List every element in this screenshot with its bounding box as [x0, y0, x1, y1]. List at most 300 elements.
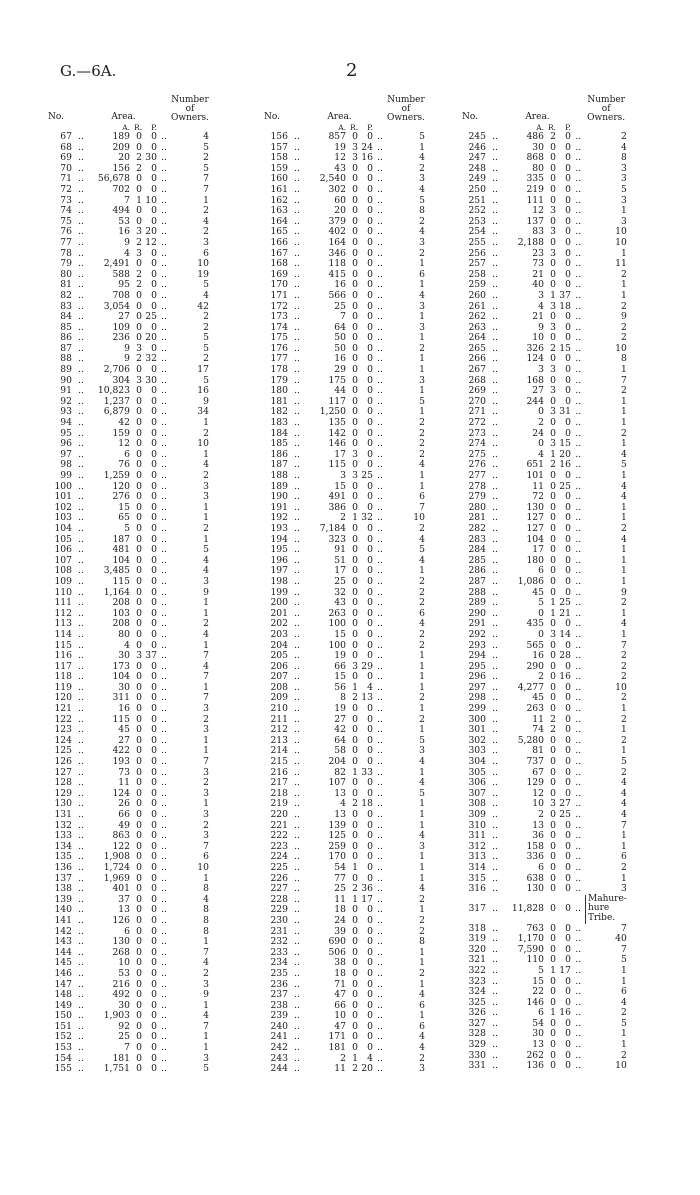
- area-roods: 3: [352, 470, 358, 481]
- area-acres: 259: [328, 840, 346, 852]
- owner-count: 3: [419, 374, 425, 386]
- owner-count: 10: [615, 236, 627, 248]
- area-perches: 0: [151, 787, 157, 799]
- area-acres: 43: [334, 597, 346, 609]
- area-perches: 0: [565, 830, 571, 842]
- leader-dots: ..: [492, 131, 498, 142]
- owner-count: 5: [620, 756, 627, 768]
- area-acres: 13: [532, 819, 544, 831]
- area-roods: 0: [550, 954, 556, 966]
- leader-dots: ..: [377, 861, 383, 873]
- leader-dots: ..: [575, 943, 582, 955]
- area-roods: 1: [352, 861, 358, 873]
- leader-dots: ..: [377, 491, 383, 503]
- leader-dots: ..: [575, 512, 582, 524]
- area-acres: 130: [526, 501, 544, 513]
- area-perches: 0: [151, 703, 157, 715]
- leader-dots: ..: [78, 459, 84, 471]
- leader-dots: ..: [575, 152, 582, 164]
- area-roods: 0: [550, 933, 556, 945]
- owner-count: 3: [620, 173, 627, 185]
- leader-dots: ..: [492, 756, 498, 768]
- block-number: 226: [270, 872, 288, 884]
- area-perches: 0: [151, 734, 157, 746]
- leader-dots: ..: [575, 1039, 582, 1051]
- area-perches: 17: [559, 964, 571, 976]
- leader-dots: ..: [161, 289, 167, 301]
- leader-dots: ..: [575, 819, 582, 831]
- block-number: 153: [54, 1042, 72, 1054]
- area-acres: 20: [118, 152, 130, 164]
- area-acres: 11: [532, 713, 544, 725]
- area-roods: 0: [352, 671, 358, 683]
- area-acres: 19: [334, 650, 346, 662]
- block-number: 83: [60, 300, 72, 312]
- area-roods: 0: [136, 999, 142, 1011]
- leader-dots: ..: [377, 522, 383, 534]
- area-perches: 0: [565, 975, 571, 987]
- table-row: [462, 143, 627, 154]
- block-number: 269: [468, 385, 486, 397]
- block-number: 151: [54, 1020, 72, 1032]
- area-perches: 16: [361, 152, 373, 164]
- leader-dots: ..: [575, 660, 582, 672]
- area-perches: 0: [565, 872, 571, 884]
- owner-count: 5: [620, 954, 627, 966]
- area-roods: 0: [136, 766, 142, 778]
- area-perches: 0: [151, 861, 157, 873]
- area-roods: 3: [136, 650, 142, 662]
- table-row: [462, 725, 627, 736]
- area-perches: 0: [565, 734, 571, 746]
- owner-count: 1: [620, 470, 627, 481]
- block-number: 194: [270, 533, 288, 545]
- block-number: 280: [468, 501, 486, 513]
- block-number: 198: [270, 575, 288, 587]
- area-acres: 262: [526, 1049, 544, 1061]
- leader-dots: ..: [575, 787, 582, 799]
- table-row: [462, 598, 627, 609]
- leader-dots: ..: [294, 703, 300, 715]
- leader-dots: ..: [492, 575, 498, 587]
- owner-count: 9: [620, 586, 627, 598]
- leader-dots: ..: [294, 205, 300, 217]
- owner-count: 4: [203, 215, 209, 227]
- owner-count: 7: [203, 173, 209, 185]
- leader-dots: ..: [161, 236, 167, 248]
- area-roods: 3: [352, 448, 358, 460]
- leader-dots: ..: [294, 713, 300, 725]
- area-roods: 0: [136, 819, 142, 831]
- area-perches: 0: [367, 332, 373, 344]
- leader-dots: ..: [575, 427, 582, 439]
- block-number: 260: [468, 289, 486, 301]
- table-row: [462, 683, 627, 694]
- owner-count: 1: [620, 575, 627, 587]
- block-number: 253: [468, 215, 486, 227]
- area-acres: 5,280: [517, 734, 544, 746]
- area-roods: 0: [352, 427, 358, 439]
- area-roods: 3: [550, 226, 556, 238]
- owner-count: 2: [203, 470, 209, 481]
- area-perches: 20: [145, 226, 157, 238]
- area-acres: 12: [118, 438, 130, 450]
- leader-dots: ..: [575, 1049, 582, 1061]
- owner-count: 4: [419, 777, 425, 789]
- owner-count: 3: [203, 703, 209, 715]
- leader-dots: ..: [294, 575, 300, 587]
- leader-dots: ..: [161, 321, 167, 333]
- owner-count: 1: [203, 533, 209, 545]
- area-acres: 326: [526, 342, 544, 354]
- area-roods: 0: [352, 1042, 358, 1054]
- area-roods: 0: [550, 787, 556, 799]
- leader-dots: ..: [161, 544, 167, 556]
- area-acres: 24: [532, 427, 544, 439]
- leader-dots: ..: [492, 840, 498, 852]
- owner-count: 1: [203, 607, 209, 619]
- leader-dots: ..: [294, 777, 300, 789]
- owner-count: 2: [620, 427, 627, 439]
- area-roods: 0: [550, 427, 556, 439]
- table-row: [48, 1064, 209, 1075]
- area-acres: 13: [532, 1039, 544, 1051]
- leader-dots: ..: [294, 840, 300, 852]
- area-acres: 129: [526, 777, 544, 789]
- block-number: 130: [54, 798, 72, 810]
- leader-dots: ..: [78, 734, 84, 746]
- owner-count: 5: [203, 141, 209, 153]
- area-roods: 0: [352, 999, 358, 1011]
- block-number: 120: [54, 692, 72, 704]
- block-number: 184: [270, 427, 288, 439]
- area-acres: 67: [532, 766, 544, 778]
- area-perches: 33: [361, 766, 373, 778]
- block-number: 222: [270, 830, 288, 842]
- table-row: [462, 238, 627, 249]
- owner-count: 1: [620, 724, 627, 736]
- leader-dots: ..: [161, 183, 167, 195]
- leader-dots: ..: [492, 986, 498, 998]
- table-row: [264, 969, 425, 980]
- area-roods: 0: [352, 480, 358, 492]
- leader-dots: ..: [78, 713, 84, 725]
- owner-count: 3: [419, 840, 425, 852]
- area-acres: 7,590: [517, 943, 544, 955]
- area-roods: 0: [136, 967, 142, 979]
- area-perches: 25: [361, 470, 373, 481]
- table-row: [462, 153, 627, 164]
- owner-count: 4: [419, 152, 425, 164]
- block-number: 157: [270, 141, 288, 153]
- area-roods: 0: [136, 554, 142, 566]
- area-perches: 0: [151, 1042, 157, 1054]
- leader-dots: ..: [294, 586, 300, 598]
- block-number: 134: [54, 840, 72, 852]
- leader-dots: ..: [492, 586, 498, 598]
- owner-count: 4: [203, 131, 209, 142]
- area-perches: 0: [565, 986, 571, 998]
- area-roods: 0: [136, 205, 142, 217]
- owner-count: 3: [203, 1052, 209, 1064]
- leader-dots: ..: [78, 512, 84, 524]
- area-perches: 0: [565, 522, 571, 534]
- area-perches: 0: [151, 713, 157, 725]
- block-number: 237: [270, 989, 288, 1001]
- area-acres: 5: [124, 522, 130, 534]
- area-acres: 4: [538, 300, 544, 312]
- block-number: 250: [468, 183, 486, 195]
- table-row: [462, 831, 627, 842]
- area-acres: 187: [112, 533, 130, 545]
- area-acres: 2: [538, 671, 544, 683]
- leader-dots: ..: [575, 417, 582, 429]
- leader-dots: ..: [161, 883, 167, 895]
- area-perches: 0: [565, 861, 571, 873]
- area-perches: 0: [151, 173, 157, 185]
- area-roods: 1: [550, 607, 556, 619]
- leader-dots: ..: [377, 205, 383, 217]
- table-row: [462, 482, 627, 493]
- area-roods: 0: [550, 766, 556, 778]
- block-number: 169: [270, 268, 288, 280]
- area-perches: 0: [151, 533, 157, 545]
- area-acres: 130: [526, 883, 544, 895]
- block-number: 99: [60, 470, 72, 481]
- block-number: 115: [54, 639, 72, 651]
- owner-count: 4: [419, 459, 425, 471]
- area-roods: 0: [550, 522, 556, 534]
- owner-count: 2: [620, 650, 627, 662]
- area-roods: 0: [136, 904, 142, 916]
- area-roods: 0: [136, 893, 142, 905]
- header-area: Area.: [111, 112, 136, 123]
- block-number: 185: [270, 438, 288, 450]
- area-roods: 0: [352, 300, 358, 312]
- leader-dots: ..: [294, 342, 300, 354]
- area-roods: 0: [136, 872, 142, 884]
- area-perches: 0: [367, 226, 373, 238]
- area-perches: 30: [145, 374, 157, 386]
- leader-dots: ..: [492, 975, 498, 987]
- block-number: 131: [54, 809, 72, 820]
- area-acres: 13: [118, 904, 130, 916]
- block-number: 279: [468, 491, 486, 503]
- area-perches: 10: [145, 194, 157, 206]
- table-row: [462, 998, 627, 1009]
- leader-dots: ..: [377, 364, 383, 376]
- block-number: 91: [60, 385, 72, 397]
- block-number: 86: [60, 332, 72, 344]
- owner-count: 1: [419, 946, 425, 958]
- block-number: 234: [270, 957, 288, 969]
- table-row: [48, 810, 209, 821]
- table-row: [462, 778, 627, 789]
- area-acres: 72: [532, 491, 544, 503]
- area-perches: 0: [367, 713, 373, 725]
- area-roods: 0: [352, 925, 358, 937]
- area-perches: 0: [367, 840, 373, 852]
- owner-count: 5: [203, 374, 209, 386]
- leader-dots: ..: [294, 671, 300, 683]
- table-row: [462, 227, 627, 238]
- block-number: 124: [54, 734, 72, 746]
- area-roods: 0: [136, 459, 142, 471]
- leader-dots: ..: [78, 978, 84, 990]
- area-perches: 0: [151, 141, 157, 153]
- area-perches: 0: [565, 321, 571, 333]
- block-number: 69: [60, 152, 72, 164]
- leader-dots: ..: [294, 597, 300, 609]
- owner-count: 7: [203, 671, 209, 683]
- area-perches: 0: [151, 342, 157, 354]
- area-roods: 0: [352, 1020, 358, 1032]
- area-acres: 651: [526, 459, 544, 471]
- owner-count: 1: [419, 660, 425, 672]
- owner-count: 4: [419, 883, 425, 895]
- block-number: 72: [60, 183, 72, 195]
- area-acres: 22: [532, 986, 544, 998]
- area-perches: 24: [361, 141, 373, 153]
- owner-count: 7: [620, 374, 627, 386]
- leader-dots: ..: [377, 480, 383, 492]
- block-number: 204: [270, 639, 288, 651]
- owner-count: 1: [419, 904, 425, 916]
- owner-count: 5: [203, 332, 209, 344]
- owner-count: 1: [620, 964, 627, 976]
- area-acres: 181: [328, 1042, 346, 1054]
- leader-dots: ..: [377, 470, 383, 481]
- area-perches: 36: [361, 883, 373, 895]
- area-perches: 0: [367, 703, 373, 715]
- block-number: 178: [270, 364, 288, 376]
- area-acres: 5: [538, 597, 544, 609]
- area-perches: 0: [367, 936, 373, 948]
- block-number: 133: [54, 830, 72, 842]
- owner-count: 7: [620, 943, 627, 955]
- area-roods: 0: [136, 618, 142, 630]
- leader-dots: ..: [294, 819, 300, 831]
- owner-count: 7: [620, 922, 627, 934]
- leader-dots: ..: [377, 183, 383, 195]
- area-perches: 0: [151, 809, 157, 820]
- area-perches: 0: [367, 374, 373, 386]
- owner-count: 2: [203, 819, 209, 831]
- block-number: 297: [468, 681, 486, 693]
- area-perches: 0: [367, 395, 373, 407]
- leader-dots: ..: [492, 830, 498, 842]
- leader-dots: ..: [161, 470, 167, 481]
- area-roods: 0: [550, 943, 556, 955]
- leader-dots: ..: [78, 628, 84, 640]
- block-number: 87: [60, 342, 72, 354]
- area-perches: 0: [151, 522, 157, 534]
- owner-count: 1: [203, 448, 209, 460]
- block-number: 275: [468, 448, 486, 460]
- owner-count: 5: [419, 395, 425, 407]
- area-roods: 0: [352, 777, 358, 789]
- area-acres: 0: [538, 628, 544, 640]
- area-acres: 124: [526, 353, 544, 365]
- block-number: 166: [270, 236, 288, 248]
- area-acres: 83: [532, 226, 544, 238]
- area-acres: 208: [112, 597, 130, 609]
- block-number: 199: [270, 586, 288, 598]
- area-acres: 12: [334, 152, 346, 164]
- leader-dots: ..: [575, 353, 582, 365]
- area-perches: 0: [367, 258, 373, 270]
- area-roods: 0: [136, 978, 142, 990]
- owner-count: 1: [419, 141, 425, 153]
- leader-dots: ..: [575, 922, 582, 934]
- area-roods: 0: [352, 279, 358, 291]
- leader-dots: ..: [161, 893, 167, 905]
- area-acres: 16: [118, 226, 130, 238]
- leader-dots: ..: [78, 1010, 84, 1022]
- leader-dots: ..: [377, 734, 383, 746]
- leader-dots: ..: [492, 406, 498, 418]
- table-row: [462, 513, 627, 524]
- area-acres: 50: [334, 332, 346, 344]
- area-acres: 10: [118, 957, 130, 969]
- owner-count: 2: [620, 1049, 627, 1061]
- table-row: [462, 746, 627, 757]
- owner-count: 7: [620, 819, 627, 831]
- leader-dots: ..: [575, 448, 582, 460]
- block-number: 137: [54, 872, 72, 884]
- area-perches: 0: [367, 628, 373, 640]
- area-perches: 0: [367, 724, 373, 736]
- leader-dots: ..: [575, 194, 582, 206]
- block-number: 100: [54, 480, 72, 492]
- owner-count: 1: [620, 205, 627, 217]
- block-number: 114: [54, 628, 72, 640]
- leader-dots: ..: [161, 1042, 167, 1054]
- area-acres: 302: [328, 183, 346, 195]
- leader-dots: ..: [492, 470, 498, 481]
- area-roods: 0: [352, 162, 358, 174]
- area-perches: 0: [565, 131, 571, 142]
- header-no: No.: [48, 112, 64, 123]
- area-roods: 0: [136, 289, 142, 301]
- area-perches: 0: [565, 236, 571, 248]
- area-roods: 0: [352, 575, 358, 587]
- area-acres: 66: [334, 660, 346, 672]
- leader-dots: ..: [377, 904, 383, 916]
- owner-count: 7: [203, 840, 209, 852]
- owner-count: 1: [419, 703, 425, 715]
- owner-count: 2: [203, 226, 209, 238]
- leader-dots: ..: [377, 268, 383, 280]
- owner-count: 2: [419, 597, 425, 609]
- leader-dots: ..: [78, 289, 84, 301]
- table-row: [462, 863, 627, 874]
- block-number: 245: [468, 131, 486, 142]
- leader-dots: ..: [377, 131, 383, 142]
- leader-dots: ..: [492, 809, 498, 820]
- header-area: Area.: [525, 112, 550, 123]
- area-perches: 0: [151, 936, 157, 948]
- area-perches: 0: [565, 268, 571, 280]
- area-roods: 0: [136, 1063, 142, 1075]
- leader-dots: ..: [492, 1060, 498, 1072]
- block-number: 295: [468, 660, 486, 672]
- table-row: [462, 354, 627, 365]
- leader-dots: ..: [377, 554, 383, 566]
- leader-dots: ..: [575, 872, 582, 884]
- table-row: [462, 291, 627, 302]
- area-roods: 0: [136, 173, 142, 185]
